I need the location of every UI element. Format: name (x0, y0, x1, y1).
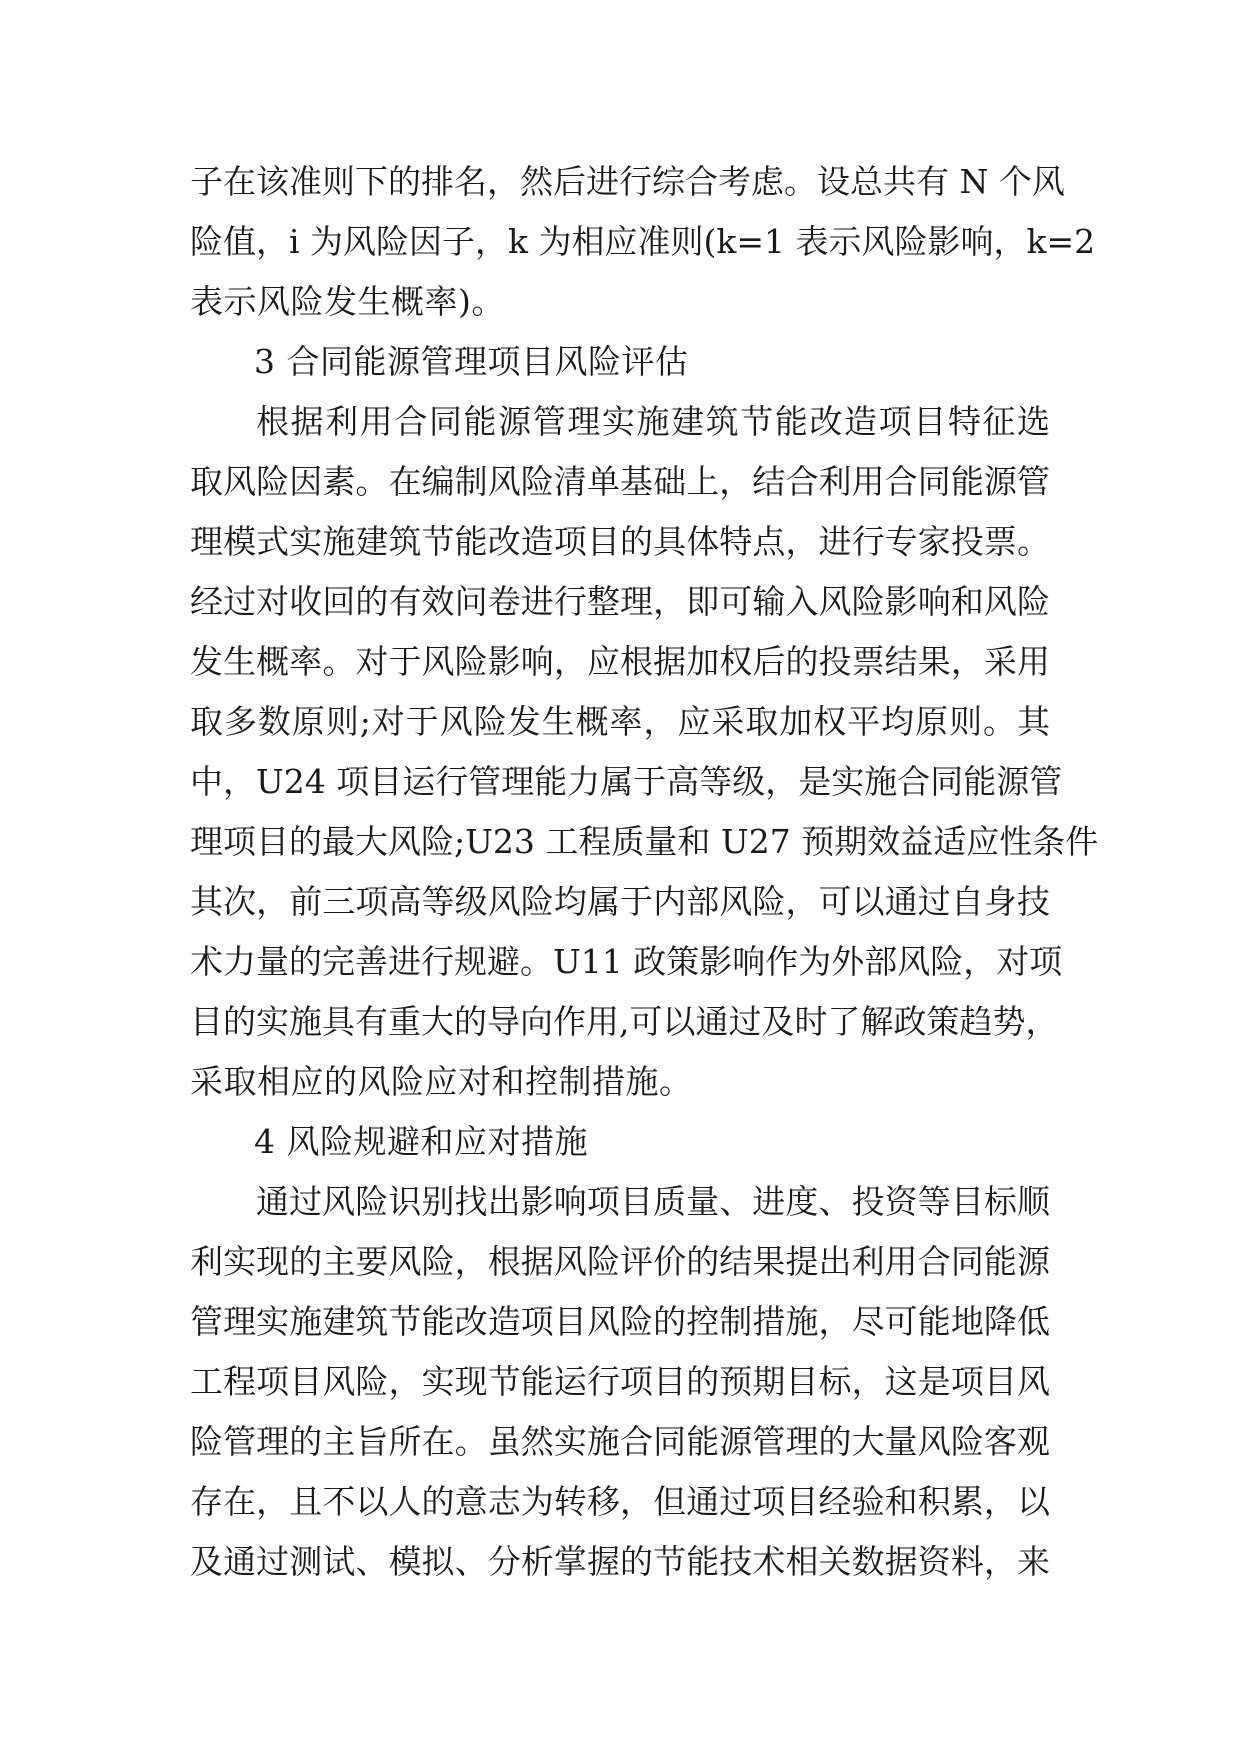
text-line: 表示风险发生概率)。 (190, 282, 505, 321)
text-line: 及通过测试、模拟、分析掌握的节能技术相关数据资料，来 (190, 1542, 1050, 1581)
text-line: 中，U24 项目运行管理能力属于高等级，是实施合同能源管 (190, 762, 1063, 801)
text-line: 采取相应的风险应对和控制措施。 (190, 1062, 693, 1101)
text-line: 子在该准则下的排名，然后进行综合考虑。设总共有 N 个风 (190, 162, 1065, 201)
text-line: 理模式实施建筑节能改造项目的具体特点，进行专家投票。 (190, 522, 1050, 561)
text-line: 其次，前三项高等级风险均属于内部风险，可以通过自身技 (190, 882, 1050, 921)
text-line: 取风险因素。在编制风险清单基础上，结合利用合同能源管 (190, 462, 1050, 501)
paragraph-1 (190, 152, 1096, 332)
text-line: 管理实施建筑节能改造项目风险的控制措施，尽可能地降低 (190, 1302, 1050, 1341)
text-line: 险管理的主旨所在。虽然实施合同能源管理的大量风险客观 (190, 1422, 1050, 1461)
paragraph-3 (190, 1172, 1050, 1592)
text-line: 术力量的完善进行规避。U11 政策影响作为外部风险，对项 (190, 942, 1063, 981)
text-line: 理项目的最大风险;U23 工程质量和 U27 预期效益适应性条件 (190, 822, 1099, 861)
text-line: 存在，且不以人的意志为转移，但通过项目经验和积累，以 (190, 1482, 1050, 1521)
text-line: 通过风险识别找出影响项目质量、进度、投资等目标顺 (256, 1182, 1050, 1221)
text-line: 目的实施具有重大的导向作用,可以通过及时了解政策趋势， (190, 1002, 1059, 1041)
text-line: 发生概率。对于风险影响，应根据加权后的投票结果，采用 (190, 642, 1050, 681)
text-line: 利实现的主要风险，根据风险评价的结果提出利用合同能源 (190, 1242, 1050, 1281)
section-heading-3: 3 合同能源管理项目风险评估 (254, 342, 689, 381)
text-line: 取多数原则;对于风险发生概率，应采取加权平均原则。其 (190, 702, 1050, 741)
text-line: 经过对收回的有效问卷进行整理，即可输入风险影响和风险 (190, 582, 1050, 621)
text-line: 险值，i 为风险因子，k 为相应准则(k=1 表示风险影响，k=2 (190, 222, 1096, 261)
section-heading-4: 4 风险规避和应对措施 (254, 1122, 588, 1161)
text-line: 工程项目风险，实现节能运行项目的预期目标，这是项目风 (190, 1362, 1050, 1401)
document-page (190, 152, 1099, 1592)
paragraph-2 (190, 392, 1099, 1112)
text-line: 根据利用合同能源管理实施建筑节能改造项目特征选 (256, 402, 1050, 441)
